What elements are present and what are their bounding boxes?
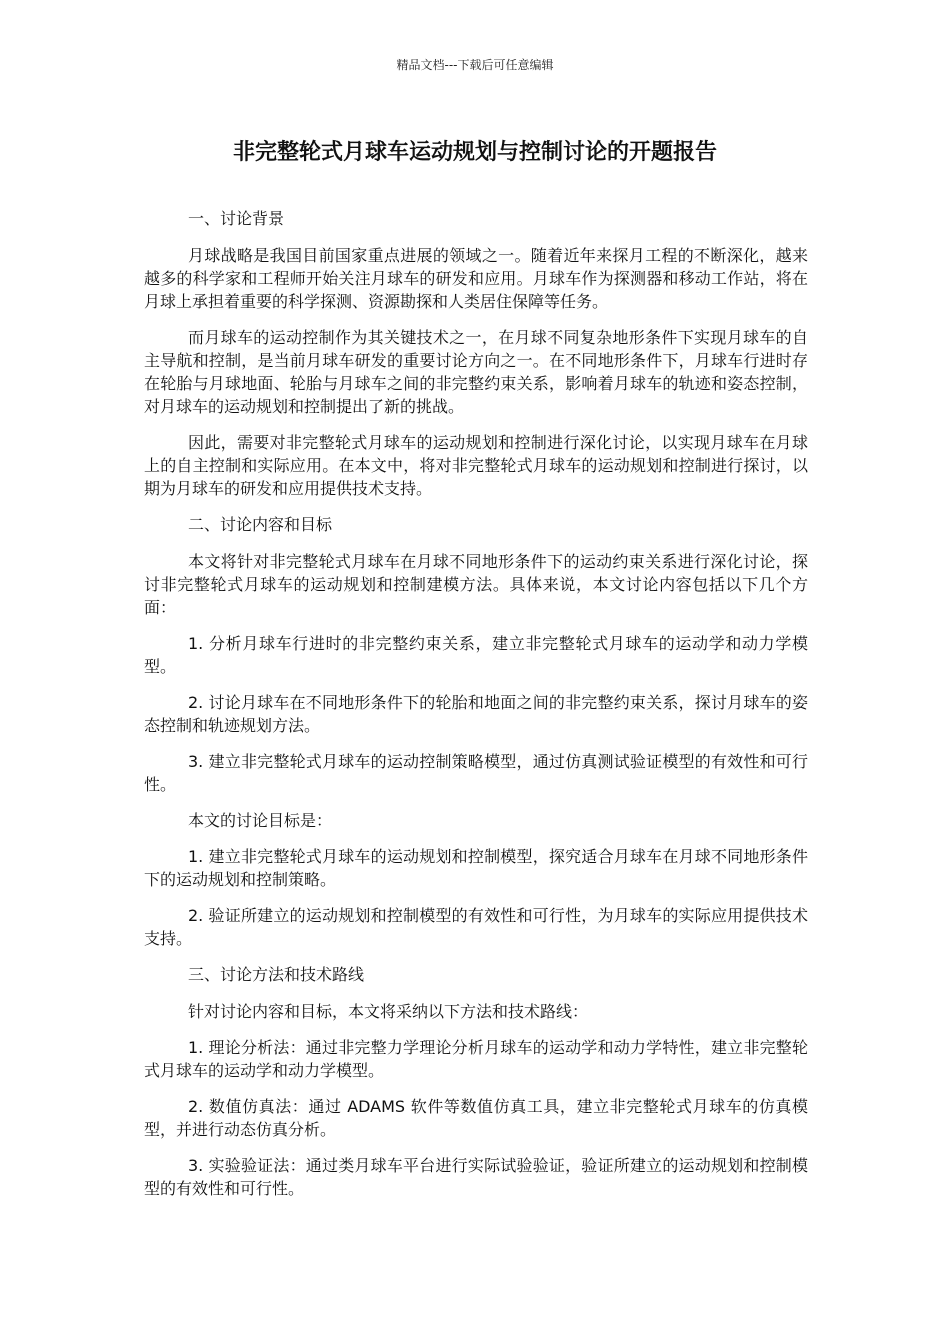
paragraph: 本文的讨论目标是： [188,811,333,830]
list-item: 1. 理论分析法：通过非完整力学理论分析月球车的运动学和动力学特性，建立非完整轮式月球车的运动学和动力学模型。 [144,1038,808,1080]
list-item: 3. 建立非完整轮式月球车的运动控制策略模型，通过仿真测试验证模型的有效性和可行性。 [144,752,808,794]
section-heading: 三、讨论方法和技术路线 [188,965,365,984]
paragraph: 本文将针对非完整轮式月球车在月球不同地形条件下的运动约束关系进行深化讨论，探讨非完整轮式月球车的运动规划和控制建模方法。具体来说，本文讨论内容包括以下几个方面： [144,552,808,617]
paragraph: 月球战略是我国目前国家重点进展的领域之一。随着近年来探月工程的不断深化，越来越多的科学家和工程师开始关注月球车的研发和应用。月球车作为探测器和移动工作站，将在月球上承担着重要的科学探测、资源勘探和人类居住保障等任务。 [144,246,808,311]
section-heading: 一、讨论背景 [188,209,285,228]
list-item: 1. 分析月球车行进时的非完整约束关系，建立非完整轮式月球车的运动学和动力学模型。 [144,634,808,676]
paragraph: 而月球车的运动控制作为其关键技术之一，在月球不同复杂地形条件下实现月球车的自主导航和控制，是当前月球车研发的重要讨论方向之一。在不同地形条件下，月球车行进时存在轮胎与月球地面、轮胎与月球车之间的非完整约束关系，影响着月球车的轨迹和姿态控制，对月球车的运动规划和控制提出了新的挑战。 [144,328,808,416]
paragraph: 针对讨论内容和目标，本文将采纳以下方法和技术路线： [188,1002,589,1021]
list-item: 2. 讨论月球车在不同地形条件下的轮胎和地面之间的非完整约束关系，探讨月球车的姿态控制和轨迹规划方法。 [144,693,808,735]
list-item: 3. 实验验证法：通过类月球车平台进行实际试验验证，验证所建立的运动规划和控制模型的有效性和可行性。 [144,1156,808,1198]
document-body [144,207,808,1213]
section-heading: 二、讨论内容和目标 [188,515,333,534]
document-title: 非完整轮式月球车运动规划与控制讨论的开题报告 [232,140,717,165]
header-note: 精品文档---下载后可任意编辑 [396,58,554,72]
paragraph: 因此，需要对非完整轮式月球车的运动规划和控制进行深化讨论，以实现月球车在月球上的自主控制和实际应用。在本文中，将对非完整轮式月球车的运动规划和控制进行探讨，以期为月球车的研发和应用提供技术支持。 [144,433,808,498]
list-item: 1. 建立非完整轮式月球车的运动规划和控制模型，探究适合月球车在月球不同地形条件下的运动规划和控制策略。 [144,847,808,889]
list-item: 2. 数值仿真法：通过 ADAMS 软件等数值仿真工具，建立非完整轮式月球车的仿真模型，并进行动态仿真分析。 [144,1097,808,1139]
list-item: 2. 验证所建立的运动规划和控制模型的有效性和可行性，为月球车的实际应用提供技术支持。 [144,906,808,948]
